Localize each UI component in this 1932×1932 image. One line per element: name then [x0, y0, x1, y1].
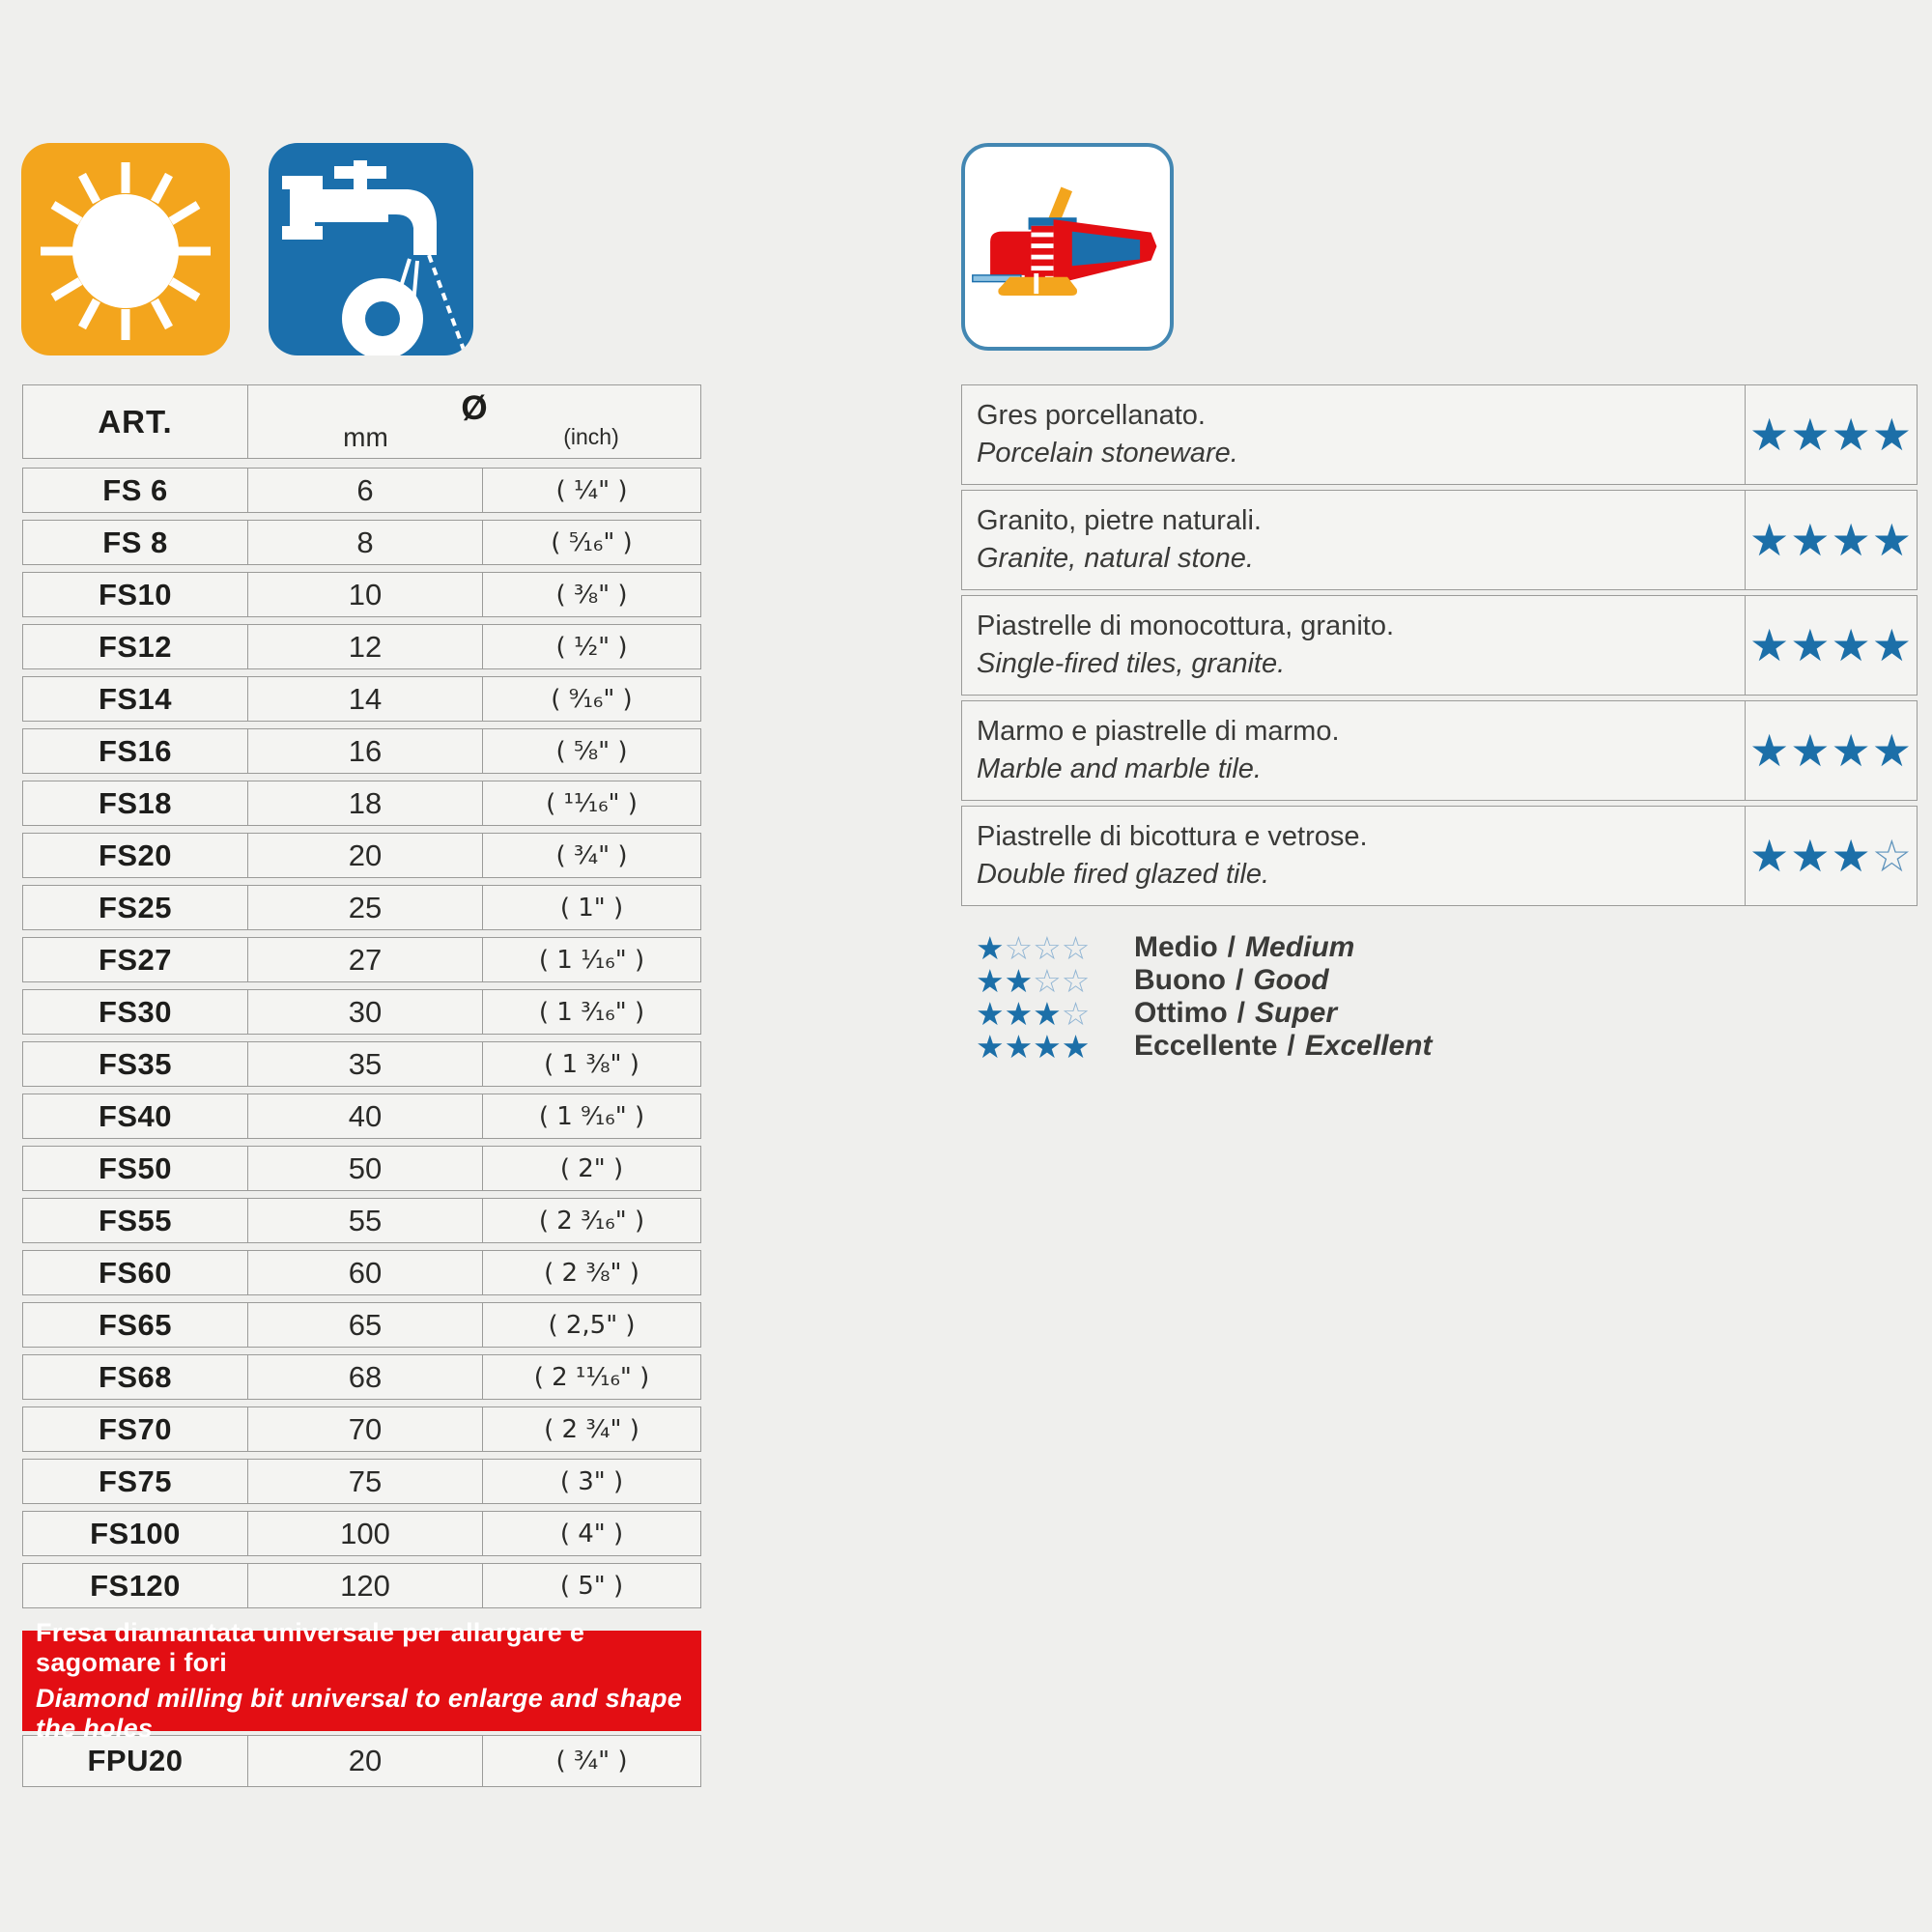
article-code: FS14	[23, 677, 248, 721]
material-names	[962, 701, 1746, 800]
star-rating	[1746, 385, 1917, 484]
article-code: FS50	[23, 1147, 248, 1190]
diameter-mm: 27	[248, 938, 483, 981]
diameter-inch: ( ⁵⁄₁₆" )	[551, 527, 633, 557]
material-names	[962, 385, 1746, 484]
diameter-inch: ( ⁹⁄₁₆" )	[551, 684, 633, 714]
rating-legend	[976, 928, 1433, 1065]
legend-label: Medio / Medium	[1134, 931, 1355, 963]
table-row	[22, 1406, 701, 1452]
diameter-inch: ( ¹⁄₂" )	[555, 632, 628, 662]
table-row	[22, 1459, 701, 1504]
table-row	[22, 1094, 701, 1139]
table-row	[22, 1511, 701, 1556]
wet-use-water-icon	[269, 143, 473, 355]
diameter-mm: 60	[248, 1251, 483, 1294]
diameter-mm: 70	[248, 1407, 483, 1451]
material-italian: Piastrelle di bicottura e vetrose.	[977, 821, 1368, 852]
diameter-symbol: Ø	[461, 389, 488, 427]
material-english: Marble and marble tile.	[977, 753, 1262, 784]
material-names	[962, 491, 1746, 589]
table-row	[22, 572, 701, 617]
star-rating	[1746, 596, 1917, 695]
diameter-inch: ( 2 ³⁄₈" )	[544, 1258, 639, 1288]
column-header-art: ART.	[23, 385, 248, 458]
diameter-inch: ( 1" )	[559, 893, 624, 923]
diameter-table-header	[22, 384, 701, 459]
diameter-table	[22, 384, 701, 1787]
diameter-inch: ( 2 ³⁄₁₆" )	[538, 1206, 645, 1236]
diameter-mm: 20	[248, 834, 483, 877]
filled-stars-icon: ★★★★	[1749, 409, 1913, 461]
table-row-fpu	[22, 1735, 701, 1787]
material-italian: Piastrelle di monocottura, granito.	[977, 611, 1394, 641]
diameter-mm: 68	[248, 1355, 483, 1399]
material-italian: Gres porcellanato.	[977, 400, 1206, 431]
diameter-inch: ( 3" )	[559, 1466, 624, 1496]
article-code: FS70	[23, 1407, 248, 1451]
material-names	[962, 807, 1746, 905]
diameter-mm: 18	[248, 781, 483, 825]
material-english: Double fired glazed tile.	[977, 859, 1270, 890]
material-english: Granite, natural stone.	[977, 543, 1254, 574]
filled-stars-icon: ★★★	[1749, 830, 1872, 882]
article-code: FS55	[23, 1199, 248, 1242]
banner-text-english: Diamond milling bit universal to enlarge and shape the holes	[36, 1684, 683, 1743]
article-code: FS68	[23, 1355, 248, 1399]
table-row	[22, 833, 701, 878]
table-row	[22, 1354, 701, 1400]
legend-stars-icon: ★★★☆	[976, 994, 1091, 1033]
diameter-inch: ( 5" )	[559, 1571, 624, 1601]
rating-row	[961, 384, 1918, 485]
table-row	[22, 676, 701, 722]
star-rating	[1746, 807, 1917, 905]
legend-line	[976, 961, 1433, 1000]
table-row	[22, 1302, 701, 1348]
diameter-inch: ( 1 ¹⁄₁₆" )	[538, 945, 645, 975]
legend-line	[976, 994, 1433, 1033]
legend-label: Eccellente / Excellent	[1134, 1030, 1433, 1062]
table-row	[22, 1563, 701, 1608]
dry-use-sun-icon	[21, 143, 230, 355]
article-code: FS16	[23, 729, 248, 773]
diameter-inch: ( ³⁄₄" )	[555, 1747, 628, 1776]
material-english: Single-fired tiles, granite.	[977, 648, 1286, 679]
universal-bit-banner	[22, 1618, 701, 1743]
article-code: FS20	[23, 834, 248, 877]
angle-grinder-graphic	[965, 147, 1170, 347]
material-italian: Granito, pietre naturali.	[977, 505, 1262, 536]
rating-row	[961, 806, 1918, 906]
banner-text-italian: Fresa diamantata universale per allargare e sagomare i fori	[36, 1618, 585, 1677]
article-code: FS100	[23, 1512, 248, 1555]
filled-stars-icon: ★★★★	[1749, 724, 1913, 777]
article-code: FS10	[23, 573, 248, 616]
article-code: FS12	[23, 625, 248, 668]
legend-stars-icon: ★☆☆☆	[976, 928, 1091, 967]
rating-row	[961, 490, 1918, 590]
diameter-inch: ( 1 ³⁄₁₆" )	[538, 997, 645, 1027]
angle-grinder-icon	[961, 143, 1174, 351]
diameter-mm: 16	[248, 729, 483, 773]
legend-label: Buono / Good	[1134, 964, 1329, 996]
diameter-inch: ( ¹¹⁄₁₆" )	[546, 788, 638, 818]
article-code: FPU20	[23, 1736, 248, 1786]
diameter-mm: 20	[248, 1736, 483, 1786]
diameter-inch: ( ¹⁄₄" )	[555, 475, 628, 505]
article-code: FS65	[23, 1303, 248, 1347]
table-row	[22, 1041, 701, 1087]
diameter-inch: ( 4" )	[559, 1519, 624, 1548]
diameter-mm: 75	[248, 1460, 483, 1503]
diameter-inch: ( ³⁄₄" )	[555, 840, 628, 870]
diameter-mm: 14	[248, 677, 483, 721]
table-row	[22, 781, 701, 826]
table-row	[22, 937, 701, 982]
material-italian: Marmo e piastrelle di marmo.	[977, 716, 1340, 747]
sun-icon	[21, 143, 230, 355]
diameter-mm: 100	[248, 1512, 483, 1555]
table-row	[22, 520, 701, 565]
article-code: FS30	[23, 990, 248, 1034]
material-english: Porcelain stoneware.	[977, 438, 1238, 469]
star-rating	[1746, 701, 1917, 800]
table-row	[22, 1146, 701, 1191]
article-code: FS 6	[23, 469, 248, 512]
star-rating	[1746, 491, 1917, 589]
diameter-mm: 25	[248, 886, 483, 929]
legend-stars-icon: ★★★★	[976, 1027, 1091, 1065]
article-code: FS75	[23, 1460, 248, 1503]
diameter-mm: 6	[248, 469, 483, 512]
filled-stars-icon: ★★★★	[1749, 514, 1913, 566]
table-row	[22, 989, 701, 1035]
article-code: FS27	[23, 938, 248, 981]
article-code: FS60	[23, 1251, 248, 1294]
legend-label: Ottimo / Super	[1134, 997, 1338, 1029]
material-ratings-table	[961, 384, 1918, 911]
article-code: FS35	[23, 1042, 248, 1086]
legend-line	[976, 928, 1433, 967]
diameter-mm: 40	[248, 1094, 483, 1138]
diameter-inch: ( 2 ¹¹⁄₁₆" )	[533, 1362, 650, 1392]
article-code: FS25	[23, 886, 248, 929]
legend-line	[976, 1027, 1433, 1065]
diameter-inch: ( 2,5" )	[548, 1310, 636, 1340]
diameter-mm: 50	[248, 1147, 483, 1190]
diameter-mm: 8	[248, 521, 483, 564]
diameter-mm: 55	[248, 1199, 483, 1242]
legend-stars-icon: ★★☆☆	[976, 961, 1091, 1000]
column-header-inch: (inch)	[563, 424, 619, 449]
rating-row	[961, 595, 1918, 696]
diameter-mm: 12	[248, 625, 483, 668]
article-code: FS120	[23, 1564, 248, 1607]
empty-stars-icon: ☆	[1871, 830, 1913, 882]
article-code: FS40	[23, 1094, 248, 1138]
table-row	[22, 1250, 701, 1295]
diameter-mm: 10	[248, 573, 483, 616]
diameter-inch: ( 1 ⁹⁄₁₆" )	[538, 1101, 645, 1131]
diameter-inch: ( 2" )	[559, 1153, 624, 1183]
diameter-mm: 30	[248, 990, 483, 1034]
table-row	[22, 468, 701, 513]
article-code: FS18	[23, 781, 248, 825]
diameter-mm: 120	[248, 1564, 483, 1607]
column-header-diameter-group	[248, 385, 700, 458]
material-names	[962, 596, 1746, 695]
diameter-mm: 65	[248, 1303, 483, 1347]
table-row	[22, 885, 701, 930]
table-row	[22, 728, 701, 774]
diameter-inch: ( ⁵⁄₈" )	[555, 736, 628, 766]
water-tap-grinding-wheel-icon	[269, 143, 473, 355]
diameter-inch: ( 2 ³⁄₄" )	[544, 1414, 639, 1444]
diameter-inch: ( 1 ³⁄₈" )	[544, 1049, 639, 1079]
rating-row	[961, 700, 1918, 801]
column-header-mm: mm	[343, 422, 388, 452]
diameter-mm: 35	[248, 1042, 483, 1086]
filled-stars-icon: ★★★★	[1749, 619, 1913, 671]
table-row	[22, 1198, 701, 1243]
diameter-inch: ( ³⁄₈" )	[555, 580, 628, 610]
table-row	[22, 624, 701, 669]
article-code: FS 8	[23, 521, 248, 564]
